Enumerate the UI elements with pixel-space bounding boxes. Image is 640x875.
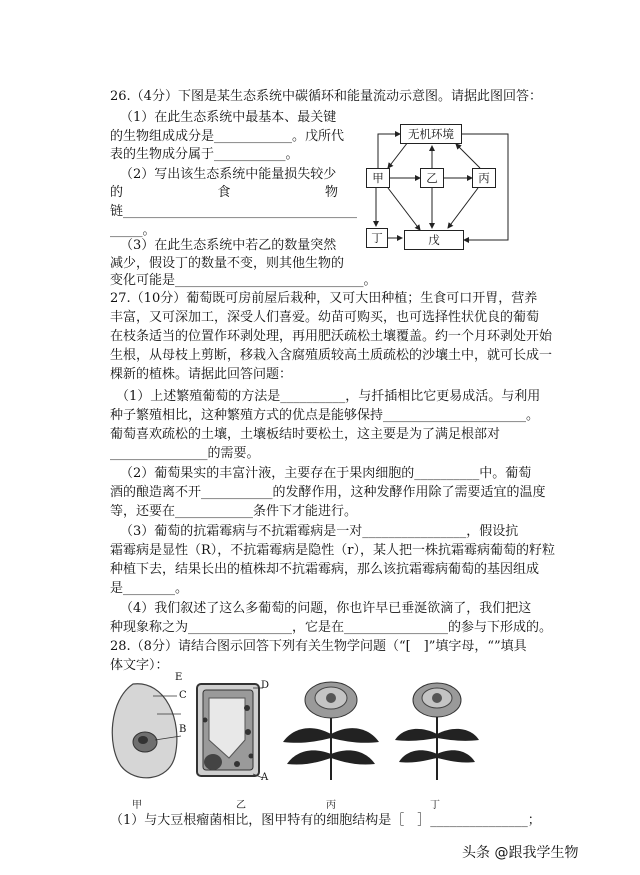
caption-yi: 乙: [236, 800, 246, 811]
q28-stem-line2: 体文字）：: [110, 658, 169, 673]
q26-part2-line3: 链____________________________________: [110, 204, 358, 219]
q27-part3-line4: 是________。: [110, 581, 189, 596]
q28-figures: [105, 672, 535, 790]
q26-word-de: 的: [110, 185, 124, 200]
q26-part2-line2: [110, 184, 338, 202]
label-B: B: [179, 724, 187, 735]
label-D: D: [261, 680, 270, 691]
q27-part4-line1: （4）我们叙述了这么多葡萄的问题，你也许早已垂涎欲滴了，我们把这: [120, 601, 532, 616]
box-bing: 丙: [472, 168, 496, 188]
q27-stem-line4: 生根，从母枝上剪断，移栽入含腐殖质较高土质疏松的沙壤土中，就可长成一: [110, 348, 553, 363]
q26-part2-line1: （2）写出该生态系统中能量损失较少: [120, 167, 337, 182]
figure-yi-cell: [197, 684, 263, 778]
box-ding: 丁: [366, 228, 388, 248]
q26-part3-line2: 减少，假设丁的数量不变，则其他生物的: [110, 256, 345, 271]
label-A: A: [261, 772, 269, 783]
box-inorganic-environment: 无机环境: [400, 124, 462, 144]
box-wu: 戊: [404, 230, 464, 250]
label-E: E: [175, 672, 183, 683]
q26-part2-line4: _____。: [110, 223, 156, 238]
q26-part3-line1: （3）在此生态系统中若乙的数量突然: [120, 238, 337, 253]
q27-part1-line3: 葡萄喜欢疏松的土壤，土壤板结时要松土，这主要是为了满足根部对: [110, 427, 501, 442]
q27-part3-line2: 霜霉病是显性（R），不抗霜霉病是隐性（r），某人把一株抗霜霉病葡萄的籽粒: [110, 543, 556, 558]
box-yi: 乙: [420, 168, 444, 188]
box-jia: 甲: [366, 168, 390, 188]
label-C: C: [179, 690, 187, 701]
figure-jia-cell: [112, 684, 181, 778]
carbon-cycle-diagram: [348, 118, 516, 268]
q26-word-shi: 食: [217, 185, 231, 200]
q27-part4-line2: 种现象称之为________________，它是在________________的参与下形成的。: [110, 620, 553, 635]
q26-word-wu: 物: [324, 185, 338, 200]
q28-stem-line1: 28.（8分）请结合图示回答下列有关生物学问题（“[ ]”填字母，“”填具: [110, 639, 527, 654]
q27-part2-line2: 酒的酿造离不开___________的发酵作用，这种发酵作用除了需要适宜的温度: [110, 485, 546, 500]
caption-bing: 丙: [326, 800, 336, 811]
q27-part1-line1: （1）上述繁殖葡萄的方法是__________，与扦插相比它更易成活。与利用: [116, 389, 541, 404]
q27-stem-line2: 丰富，又可深加工，深受人们喜爱。幼苗可购买，也可选择性状优良的葡萄: [110, 310, 540, 325]
q27-part2-line1: （2）葡萄果实的丰富汁液，主要存在于果肉细胞的__________中。葡萄: [120, 466, 532, 481]
q27-part1-line2: 种子繁殖相比，这种繁殖方式的优点是能够保持______________________。: [110, 408, 540, 423]
q27-part3-line1: （3）葡萄的抗霜霉病与不抗霜霉病是一对________________，假设抗: [120, 524, 519, 539]
q27-part1-line4: _______________的需要。: [110, 446, 260, 461]
figure-bing-plant: [283, 682, 379, 780]
q27-stem-line3: 在枝条适当的位置作环剥处理，再用肥沃疏松土壤覆盖。约一个月环剥处开始: [110, 329, 553, 344]
q26-part1-line1: （1）在此生态系统中最基本、最关键: [120, 110, 337, 125]
q26-stem: 26.（4分）下图是某生态系统中碳循环和能量流动示意图。请据此图回答：: [110, 89, 542, 104]
q27-stem-line5: 棵新的植株。请据此回答问题：: [110, 367, 293, 382]
q26-part3-line3: 变化可能是_____________________________。: [110, 273, 377, 288]
q26-part1-line2: 的生物组成成分是____________。戊所代: [110, 129, 345, 144]
caption-ding: 丁: [430, 800, 440, 811]
caption-jia: 甲: [132, 800, 142, 811]
q27-part2-line3: 等，还要在____________条件下才能进行。: [110, 504, 358, 519]
figures-drawing: [105, 680, 535, 790]
q27-stem-line1: 27.（10分）葡萄既可房前屋后栽种，又可大田种植；生食可口开胃，营养: [110, 291, 538, 306]
q26-part1-line3: 表的生物成分属于___________。: [110, 147, 299, 162]
watermark: 头条 @跟我学生物: [462, 845, 579, 861]
q28-part1: （1）与大豆根瘤菌相比，图甲特有的细胞结构是［ ］_______________；: [110, 813, 541, 828]
q27-part3-line3: 种植下去，结果长出的植株却不抗霜霉病，那么该抗霜霉病葡萄的基因组成: [110, 562, 540, 577]
figure-ding-plant: [395, 683, 479, 780]
